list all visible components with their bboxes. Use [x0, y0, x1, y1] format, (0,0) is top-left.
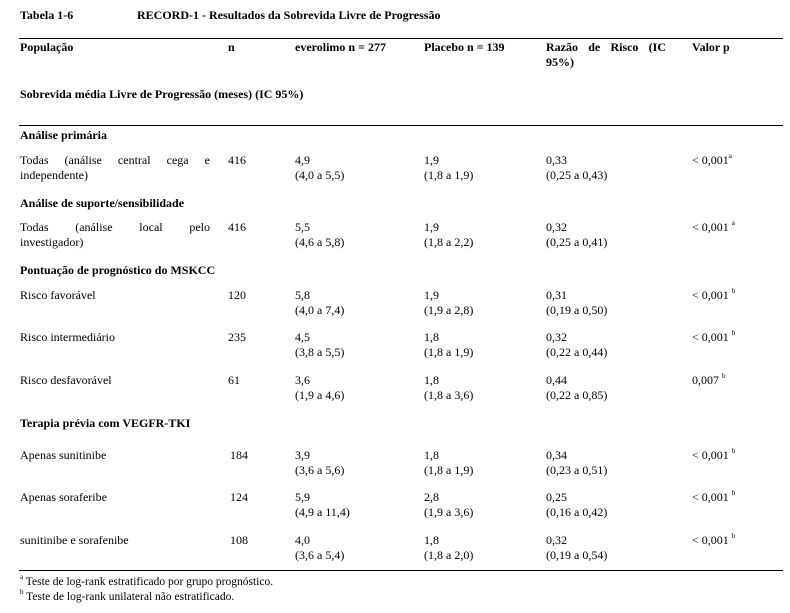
- row-hazard-ratio: 0,32 (0,19 a 0,54): [546, 533, 608, 562]
- footnote: $^a$ Teste de log-rank estratificado por grupo prognóstico.: [20, 573, 274, 588]
- row-label-line1: Todas (análise local pelo: [20, 220, 210, 234]
- row-label: Apenas sunitinibe: [20, 448, 107, 462]
- row-pvalue: < 0,001$^a$: [692, 152, 732, 167]
- row-hazard-ratio: 0,32 (0,25 a 0,41): [546, 220, 608, 249]
- row-label-line1: Todas (análise central cega e: [20, 153, 210, 167]
- header-placebo: Placebo n = 139: [424, 40, 505, 54]
- table-title: RECORD-1 - Resultados da Sobrevida Livre de Progressão: [137, 8, 441, 22]
- row-hazard-ratio: 0,33 (0,25 a 0,43): [546, 153, 608, 182]
- row-hazard-ratio: 0,32 (0,22 a 0,44): [546, 330, 608, 359]
- header-top-rule: [19, 38, 783, 39]
- row-label: Risco favorável: [20, 288, 96, 302]
- header-population: População: [20, 40, 74, 54]
- row-n: 235: [228, 330, 246, 344]
- row-pvalue: < 0,001 $^b$: [692, 287, 736, 302]
- footnote: $^b$ Teste de log-rank unilateral não estratificado.: [20, 588, 235, 603]
- section-title: Análise primária: [20, 128, 107, 142]
- row-label-line2: investigador): [20, 235, 84, 249]
- row-everolimo: 3,6 (1,9 a 4,6): [295, 373, 345, 402]
- row-everolimo: 5,8 (4,0 a 7,4): [295, 288, 345, 317]
- row-hazard-ratio: 0,34 (0,23 a 0,51): [546, 448, 608, 477]
- overall-section-title: Sobrevida média Livre de Progressão (meses) (IC 95%): [20, 87, 304, 101]
- row-pvalue: < 0,001 $^b$: [692, 532, 736, 547]
- table-bottom-rule: [19, 570, 783, 571]
- row-n: 416: [228, 220, 246, 234]
- row-everolimo: 3,9 (3,6 a 5,6): [295, 448, 345, 477]
- row-label: Risco intermediário: [20, 330, 115, 344]
- row-placebo: 2,8 (1,9 a 3,6): [424, 490, 474, 519]
- row-placebo: 1,8 (1,8 a 1,9): [424, 330, 474, 359]
- row-everolimo: 4,0 (3,6 a 5,4): [295, 533, 345, 562]
- row-pvalue: < 0,001 $^b$: [692, 489, 736, 504]
- row-n: 124: [230, 490, 248, 504]
- row-n: 120: [228, 288, 246, 302]
- row-label-line2: independente): [20, 168, 88, 182]
- row-placebo: 1,8 (1,8 a 1,9): [424, 448, 474, 477]
- table-label: Tabela 1-6: [20, 8, 74, 22]
- section-title: Terapia prévia com VEGFR-TKI: [20, 416, 191, 430]
- row-n: 184: [230, 448, 248, 462]
- row-label: [20, 220, 210, 250]
- row-pvalue: < 0,001 $^b$: [692, 329, 736, 344]
- header-pvalue: Valor p: [692, 40, 730, 54]
- row-label: Risco desfavorável: [20, 373, 112, 387]
- section-rule: [19, 125, 783, 126]
- section-title: Pontuação de prognóstico do MSKCC: [20, 263, 216, 277]
- row-everolimo: 4,9 (4,0 a 5,5): [295, 153, 345, 182]
- row-pvalue: < 0,001 $^a$: [692, 219, 735, 234]
- row-everolimo: 5,5 (4,6 a 5,8): [295, 220, 345, 249]
- header-hazard-line1: Razão de Risco (IC: [546, 40, 666, 54]
- row-placebo: 1,9 (1,8 a 2,2): [424, 220, 474, 249]
- row-everolimo: 5,9 (4,9 a 11,4): [295, 490, 350, 519]
- row-placebo: 1,8 (1,8 a 3,6): [424, 373, 474, 402]
- row-placebo: 1,9 (1,8 a 1,9): [424, 153, 474, 182]
- row-label: Apenas soraferibe: [20, 490, 107, 504]
- row-pvalue: 0,007 $^b$: [692, 372, 726, 387]
- section-title: Análise de suporte/sensibilidade: [20, 196, 185, 210]
- row-pvalue: < 0,001 $^b$: [692, 447, 736, 462]
- header-n: n: [228, 40, 235, 54]
- row-placebo: 1,9 (1,9 a 2,8): [424, 288, 474, 317]
- header-hazard-line2: 95%): [546, 55, 574, 69]
- row-label: sunitinibe e sorafenibe: [20, 533, 129, 547]
- header-everolimo: everolimo n = 277: [295, 40, 386, 54]
- row-n: 108: [230, 533, 248, 547]
- row-hazard-ratio: 0,44 (0,22 a 0,85): [546, 373, 608, 402]
- row-everolimo: 4,5 (3,8 a 5,5): [295, 330, 345, 359]
- row-placebo: 1,8 (1,8 a 2,0): [424, 533, 474, 562]
- row-hazard-ratio: 0,31 (0,19 a 0,50): [546, 288, 608, 317]
- header-hazard-ratio: [546, 40, 666, 70]
- row-n: 61: [228, 373, 240, 387]
- row-n: 416: [228, 153, 246, 167]
- row-hazard-ratio: 0,25 (0,16 a 0,42): [546, 490, 608, 519]
- row-label: [20, 153, 210, 183]
